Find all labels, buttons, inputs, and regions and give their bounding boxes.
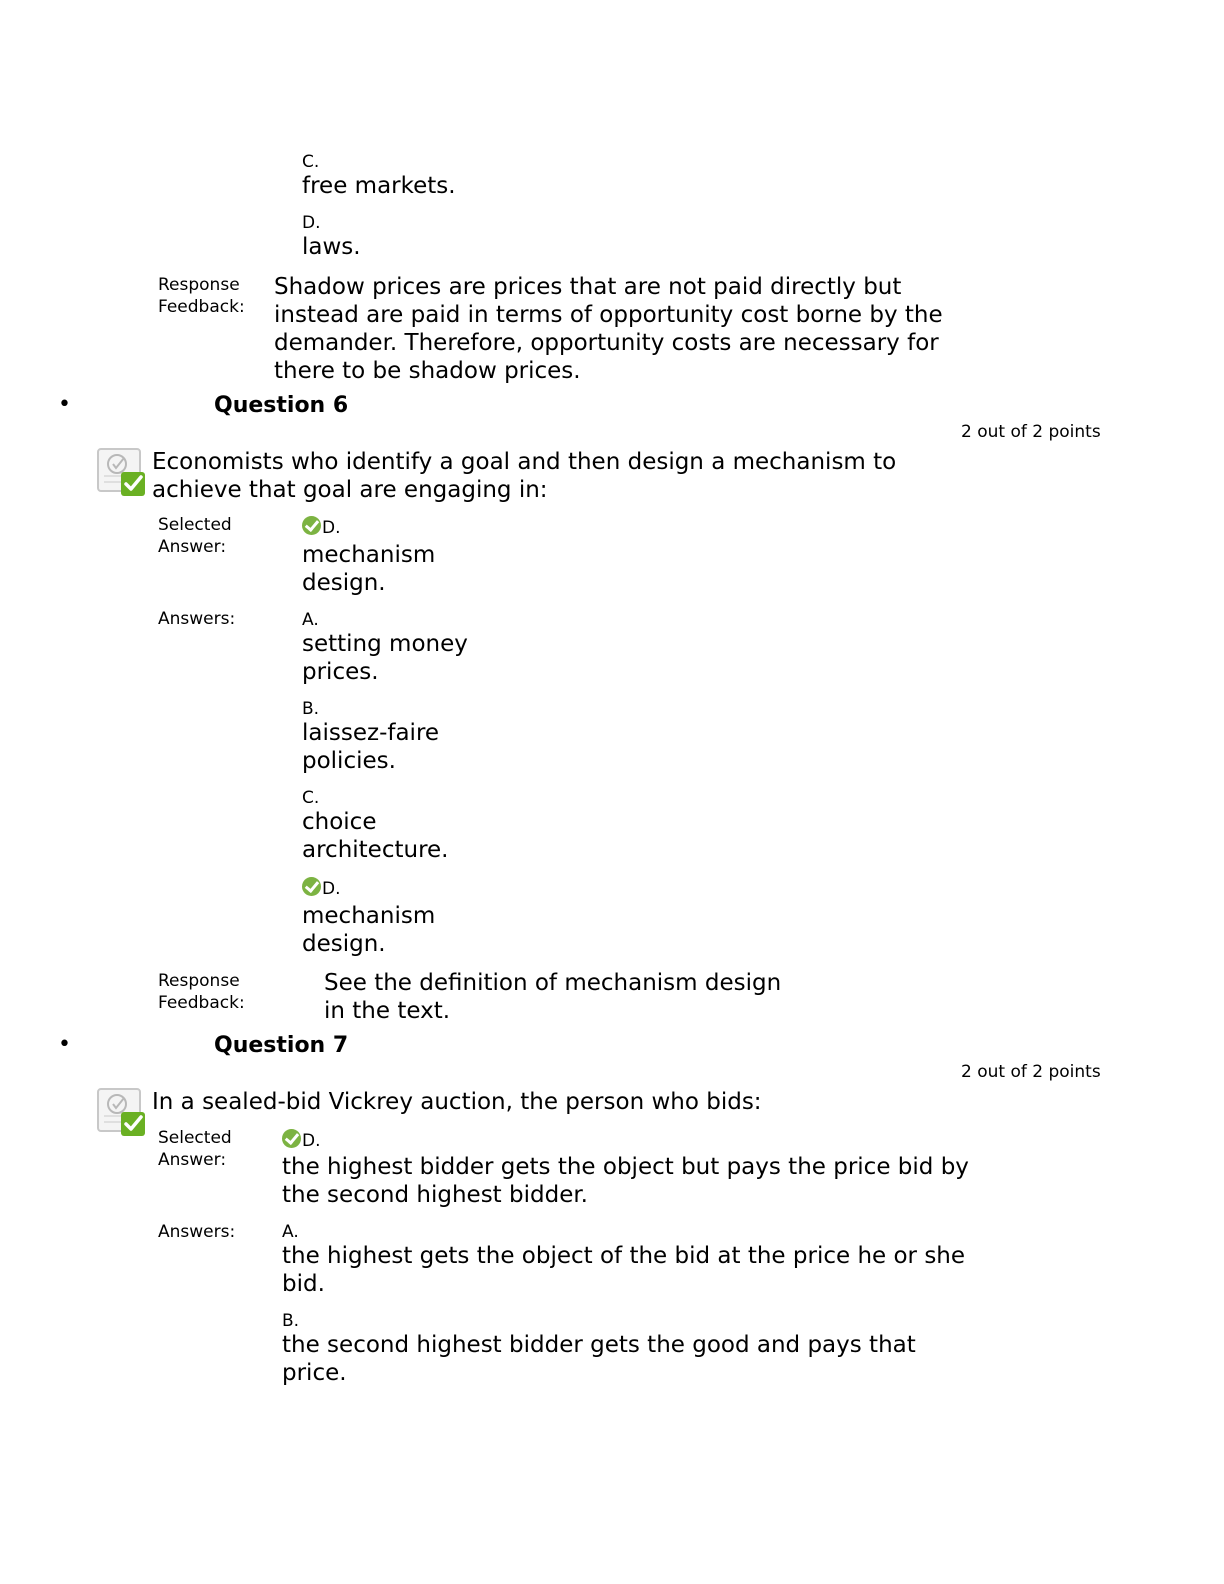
answer-text: mechanism design. <box>302 903 436 957</box>
correct-check-icon <box>302 516 321 535</box>
question-text: In a sealed-bid Vickrey auction, the person who bids: <box>152 1089 762 1115</box>
answer-text: setting money prices. <box>302 631 468 685</box>
feedback-label: Response Feedback: <box>158 971 245 1013</box>
answer-letter: C. <box>302 152 320 172</box>
question-title: Question 6 <box>214 393 349 418</box>
answer-letter: C. <box>302 788 320 808</box>
answer-letter: B. <box>302 699 320 719</box>
answer-letter: B. <box>282 1311 300 1331</box>
correct-check-icon <box>302 877 321 896</box>
question-title: Question 7 <box>214 1033 349 1058</box>
points-score: 2 out of 2 points <box>961 1062 1101 1082</box>
feedback-text: See the definition of mechanism design in the text. <box>324 970 782 1024</box>
feedback-text: Shadow prices are prices that are not paid directly but instead are paid in terms of opportunity cost borne by the demander. Therefore, opportunity costs are necessary for there to be shadow prices. <box>274 274 943 384</box>
answer-text: laissez-faire policies. <box>302 720 440 774</box>
correct-check-icon <box>282 1129 301 1148</box>
answer-text: laws. <box>302 234 361 260</box>
correct-answer-icon <box>96 446 148 498</box>
correct-answer-icon <box>96 1086 148 1138</box>
feedback-label: Response Feedback: <box>158 275 245 317</box>
answer-text: free markets. <box>302 173 456 199</box>
answer-letter: A. <box>282 1222 299 1242</box>
answer-letter: A. <box>302 610 319 630</box>
selected-answer-text: mechanism design. <box>302 542 436 596</box>
answer-text: choice architecture. <box>302 809 449 863</box>
answer-letter: D. <box>302 213 321 233</box>
question-text: Economists who identify a goal and then design a mechanism to achieve that goal are engaging in: <box>152 449 897 503</box>
selected-answer-text: the highest bidder gets the object but pays the price bid by the second highest bidder. <box>282 1154 969 1208</box>
answers-label: Answers: <box>158 1222 236 1242</box>
answer-letter: D. <box>302 877 341 900</box>
selected-answer-label: Selected Answer: <box>158 1128 232 1170</box>
answer-text: the highest gets the object of the bid at the price he or she bid. <box>282 1243 966 1297</box>
selected-answer-label: Selected Answer: <box>158 515 232 557</box>
list-bullet: • <box>58 392 71 417</box>
points-score: 2 out of 2 points <box>961 422 1101 442</box>
answers-label: Answers: <box>158 609 236 629</box>
selected-answer-letter: D. <box>282 1129 321 1152</box>
list-bullet: • <box>58 1032 71 1057</box>
answer-text: the second highest bidder gets the good and pays that price. <box>282 1332 916 1386</box>
selected-answer-letter: D. <box>302 516 341 539</box>
